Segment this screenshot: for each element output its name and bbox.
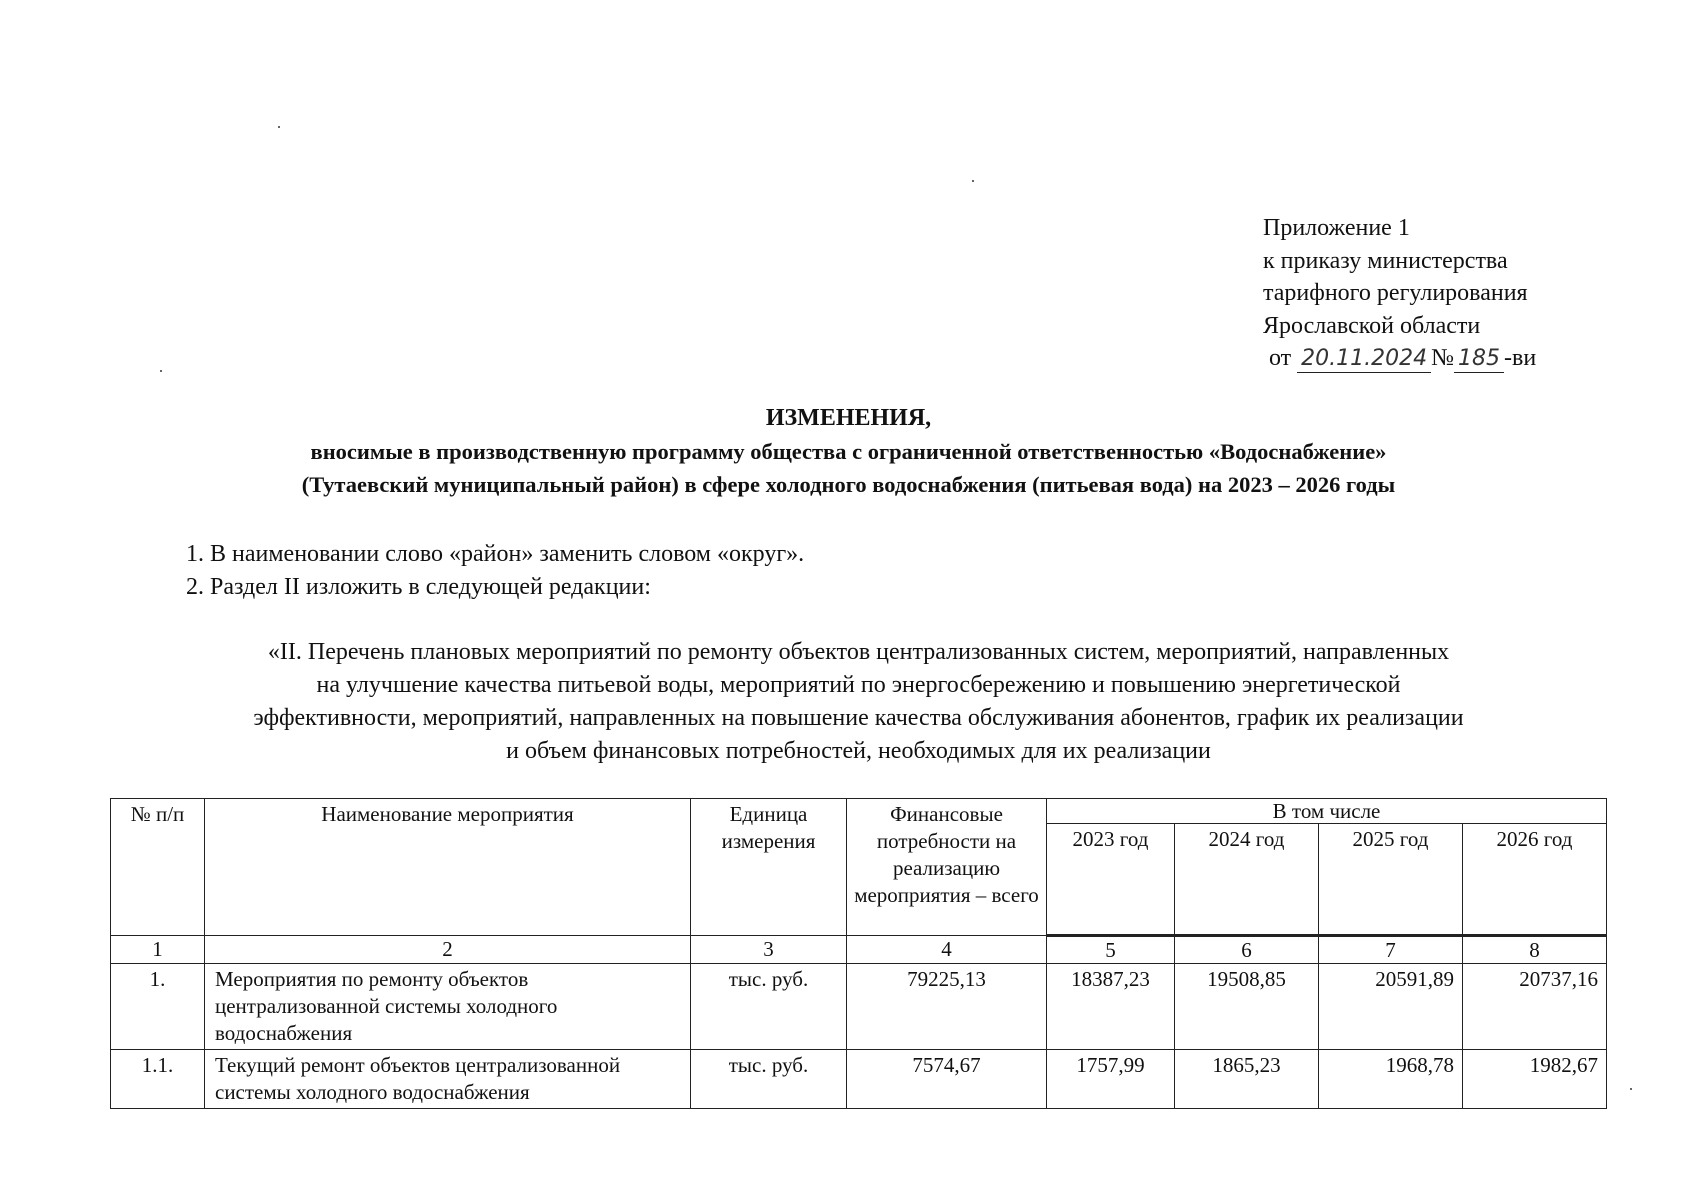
appendix-line-4: Ярославской области <box>1263 312 1481 339</box>
column-number: 3 <box>691 936 847 964</box>
change-items <box>186 538 804 604</box>
row-num: 1. <box>111 964 205 1050</box>
row-name: Мероприятия по ремонту объектов централизованной системы холодного водоснабжения <box>205 964 691 1050</box>
appendix-line-3: тарифного регулирования <box>1263 280 1528 306</box>
row-unit: тыс. руб. <box>691 964 847 1050</box>
date-prefix: от <box>1269 345 1292 371</box>
row-unit: тыс. руб. <box>691 1050 847 1109</box>
row-name: Текущий ремонт объектов централизованной системы холодного водоснабжения <box>205 1050 691 1109</box>
number-suffix: -ви <box>1504 345 1537 371</box>
section-heading-line-4: и объем финансовых потребностей, необходимых для их реализации <box>506 738 1211 764</box>
scan-speck <box>972 180 974 182</box>
header-2026: 2026 год <box>1463 824 1607 936</box>
header-total: Финансовые потребности на реализацию мероприятия – всего <box>847 799 1047 936</box>
scan-speck <box>160 370 162 372</box>
change-item: 1. В наименовании слово «район» заменить словом «округ». <box>186 541 805 567</box>
header-2024: 2024 год <box>1175 824 1319 936</box>
row-2023: 18387,23 <box>1047 964 1175 1050</box>
row-2026: 1982,67 <box>1463 1050 1607 1109</box>
column-number-row <box>111 936 1607 964</box>
table-row <box>111 1050 1607 1109</box>
column-number: 6 <box>1175 936 1319 964</box>
scan-speck <box>1630 1088 1632 1090</box>
appendix-line-1: Приложение 1 <box>1263 215 1410 241</box>
header-2023: 2023 год <box>1047 824 1175 936</box>
column-number: 7 <box>1319 936 1463 964</box>
document-title <box>0 402 1697 501</box>
section-heading <box>60 636 1657 768</box>
title-line-2: вносимые в производственную программу общества с ограниченной ответственностью «Водоснабжение» <box>310 439 1387 464</box>
column-number: 1 <box>111 936 205 964</box>
appendix-line-2: к приказу министерства <box>1263 247 1508 274</box>
row-2024: 1865,23 <box>1175 1050 1319 1109</box>
column-number: 4 <box>847 936 1047 964</box>
row-2024: 19508,85 <box>1175 964 1319 1050</box>
header-name: Наименование мероприятия <box>205 799 691 936</box>
appendix-block <box>1263 212 1536 375</box>
row-2023: 1757,99 <box>1047 1050 1175 1109</box>
column-number: 2 <box>205 936 691 964</box>
handwritten-date: 20.11.2024 <box>1297 346 1431 373</box>
plan-table <box>110 798 1607 1109</box>
header-unit: Единица измерения <box>691 799 847 936</box>
table-row <box>111 964 1607 1050</box>
section-heading-line-2: на улучшение качества питьевой воды, мероприятий по энергосбережению и повышению энергетической <box>316 672 1401 698</box>
section-heading-line-1: «II. Перечень плановых мероприятий по ремонту объектов централизованных систем, мероприятий, направленных <box>267 639 1450 665</box>
header-num: № п/п <box>111 799 205 936</box>
table-header-row <box>111 799 1607 824</box>
row-total: 79225,13 <box>847 964 1047 1050</box>
section-heading-line-3: эффективности, мероприятий, направленных на повышение качества обслуживания абонентов, график их реализации <box>253 705 1464 731</box>
appendix-date-line <box>1263 342 1536 375</box>
title-main: ИЗМЕНЕНИЯ, <box>765 405 932 431</box>
title-line-3: (Тутаевский муниципальный район) в сфере холодного водоснабжения (питьевая вода) на 2023 – 2026 годы <box>301 472 1396 497</box>
header-2025: 2025 год <box>1319 824 1463 936</box>
row-2025: 20591,89 <box>1319 964 1463 1050</box>
row-num: 1.1. <box>111 1050 205 1109</box>
row-2025: 1968,78 <box>1319 1050 1463 1109</box>
change-item: 2. Раздел II изложить в следующей редакции: <box>186 574 651 600</box>
header-group: В том числе <box>1047 799 1607 824</box>
row-total: 7574,67 <box>847 1050 1047 1109</box>
column-number: 5 <box>1047 936 1175 964</box>
handwritten-number: 185 <box>1454 346 1504 373</box>
column-number: 8 <box>1463 936 1607 964</box>
scan-speck <box>278 126 280 128</box>
row-2026: 20737,16 <box>1463 964 1607 1050</box>
number-prefix: № <box>1431 345 1455 371</box>
